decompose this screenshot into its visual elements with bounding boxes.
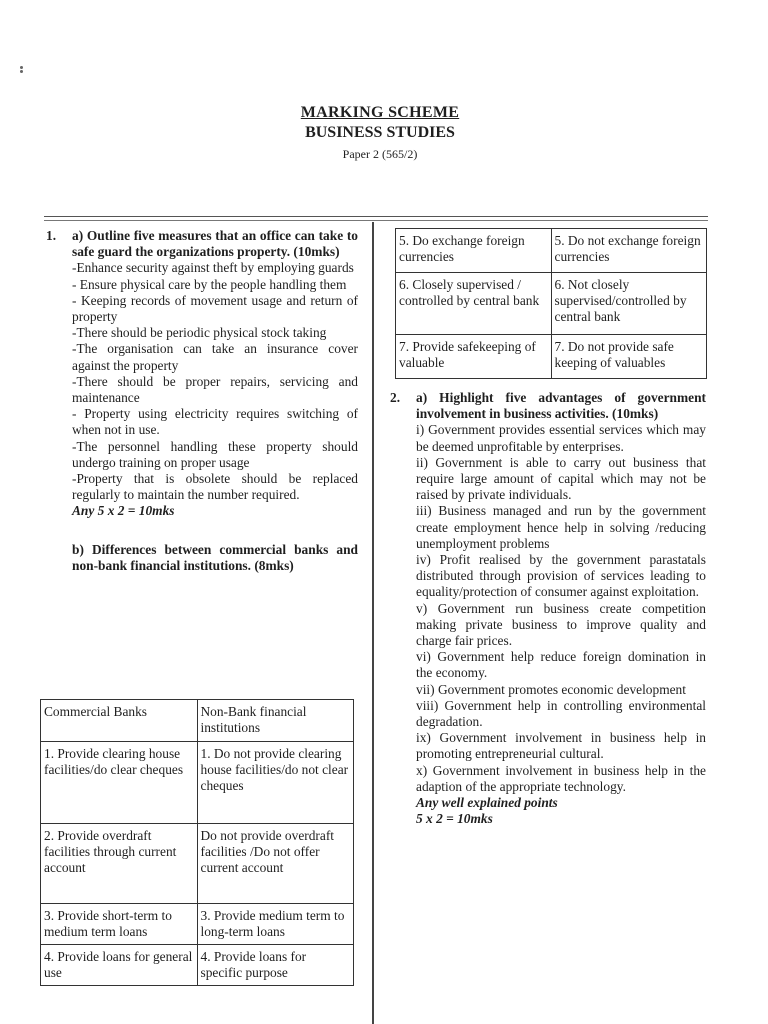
table-row	[41, 904, 354, 945]
answer-item: v) Government run business create competition making private business to improve quality and charge fair prices.	[416, 600, 706, 649]
answer-item: -The personnel handling these property should undergo training on proper usage	[72, 438, 358, 470]
table-cell: 3. Provide short-term to medium term loans	[41, 904, 198, 945]
answer-item: i) Government provides essential services which may be deemed unprofitable by enterprises.	[416, 422, 706, 454]
document-header	[230, 103, 530, 163]
answer-item: -There should be periodic physical stock taking	[72, 325, 327, 341]
scan-speck	[20, 66, 23, 69]
question-text: a) Highlight five advantages of government involvement in business activities. (10mks)	[416, 390, 706, 422]
answer-item: vii) Government promotes economic development	[416, 681, 686, 697]
answer-item: vi) Government help reduce foreign domination in the economy.	[416, 649, 706, 681]
bank-differences-table-continued	[395, 228, 707, 379]
table-cell: 3. Provide medium term to long-term loans	[197, 904, 354, 945]
question-2a	[390, 390, 706, 422]
page-title: MARKING SCHEME	[300, 104, 460, 121]
table-cell: Do not provide overdraft facilities /Do not offer current account	[197, 824, 354, 904]
table-row	[396, 335, 707, 379]
question-1b: b) Differences between commercial banks and non-bank financial institutions. (8mks)	[72, 541, 358, 573]
table-cell: 6. Not closely supervised/controlled by central bank	[551, 273, 707, 335]
question-1a	[46, 228, 358, 260]
subject-title: BUSINESS STUDIES	[305, 124, 455, 141]
table-cell: 1. Provide clearing house facilities/do clear cheques	[41, 742, 198, 824]
answer-item: - Keeping records of movement usage and return of property	[72, 292, 358, 325]
table-cell: 5. Do exchange foreign currencies	[396, 229, 552, 273]
answer-item: ii) Government is able to carry out business that require large amount of capital which may not be raised by private individuals.	[416, 454, 706, 503]
table-row	[41, 742, 354, 824]
answer-item: - Property using electricity requires switching of when not in use.	[72, 406, 358, 438]
question-number: 1.	[46, 228, 57, 243]
table-cell: 7. Provide safekeeping of valuable	[396, 335, 552, 379]
table-cell: 4. Provide loans for general use	[41, 945, 198, 986]
marks-allocation: 5 x 2 = 10mks	[416, 811, 493, 827]
header-divider	[44, 216, 708, 221]
answer-item: ix) Government involvement in business help in promoting entrepreneurial cultural.	[416, 730, 706, 762]
table-row	[41, 824, 354, 904]
table-cell: 1. Do not provide clearing house facilities/do not clear cheques	[197, 742, 354, 824]
answer-item: -The organisation can take an insurance cover against the property	[72, 341, 358, 373]
answer-item: iv) Profit realised by the government parastatals distributed through provision of services leading to equality/protection of consumer against exploitation.	[416, 552, 706, 600]
answer-item: iii) Business managed and run by the government create employment hence help in solving /reducing unemployment problems	[416, 503, 706, 551]
bank-differences-table	[40, 699, 354, 986]
table-cell: 6. Closely supervised / controlled by central bank	[396, 273, 552, 335]
table-cell: 4. Provide loans for specific purpose	[197, 945, 354, 986]
scan-speck	[20, 70, 23, 73]
answer-item: -Property that is obsolete should be replaced regularly to maintain the number required.	[72, 471, 358, 503]
answer-item: viii) Government help in controlling environmental degradation.	[416, 697, 706, 730]
table-row	[396, 273, 707, 335]
marks-note: Any well explained points	[416, 795, 558, 811]
table-cell: 7. Do not provide safe keeping of valuables	[551, 335, 707, 379]
question-text: a) Outline five measures that an office can take to safe guard the organizations property. (10mks)	[72, 228, 358, 260]
table-cell: 5. Do not exchange foreign currencies	[551, 229, 707, 273]
marks-allocation: Any 5 x 2 = 10mks	[72, 503, 175, 519]
table-row	[396, 229, 707, 273]
answer-item: x) Government involvement in business help in the adaption of the appropriate technology.	[416, 762, 706, 794]
left-column	[46, 228, 358, 574]
column-divider	[372, 222, 374, 1024]
answer-item: -There should be proper repairs, servicing and maintenance	[72, 373, 358, 406]
table-cell: 2. Provide overdraft facilities through current account	[41, 824, 198, 904]
question-2	[390, 390, 706, 827]
answer-item: - Ensure physical care by the people handling them	[72, 276, 347, 292]
answer-list	[72, 260, 358, 503]
paper-code: Paper 2 (565/2)	[342, 147, 418, 161]
table-cell: Commercial Banks	[41, 700, 198, 742]
table-cell: Non-Bank financial institutions	[197, 700, 354, 742]
question-number: 2.	[390, 390, 401, 405]
table-header-row	[41, 700, 354, 742]
answer-item: -Enhance security against theft by employing guards	[72, 260, 354, 276]
answer-list	[416, 422, 706, 795]
table-row	[41, 945, 354, 986]
